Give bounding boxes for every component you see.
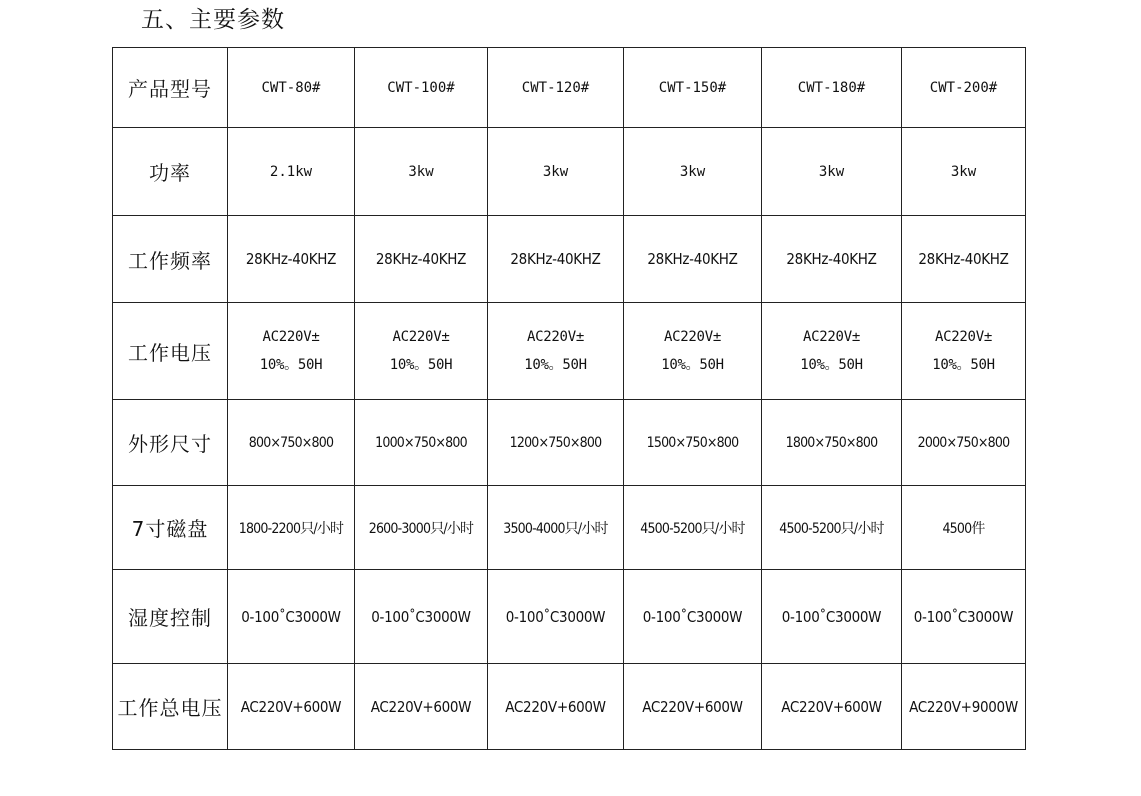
table-cell: 3kw [624,128,762,216]
table-row-disk-capacity [113,486,1026,570]
table-cell: 28KHz-40KHZ [762,216,902,303]
table-cell: 4500-5200只/小时 [624,486,762,570]
voltage-line-1: AC220V± [527,329,584,345]
table-cell: 0-100˚C3000W [902,570,1026,664]
table-row-dimensions [113,400,1026,486]
table-cell: 3500-4000只/小时 [488,486,624,570]
table-cell: 1800-2200只/小时 [228,486,355,570]
parameters-table [112,47,1026,750]
table-row-total-voltage [113,664,1026,750]
table-cell [624,303,762,400]
table-cell: 0-100˚C3000W [228,570,355,664]
table-row-model [113,48,1026,128]
table-cell: 3kw [902,128,1026,216]
table-cell: AC220V+9000W [902,664,1026,750]
table-cell: 0-100˚C3000W [488,570,624,664]
table-cell: 1500×750×800 [624,400,762,486]
table-row-voltage [113,303,1026,400]
row-label: 产品型号 [113,48,228,128]
row-label: 工作频率 [113,216,228,303]
table-cell: 28KHz-40KHZ [488,216,624,303]
table-cell: AC220V+600W [228,664,355,750]
table-cell: 1800×750×800 [762,400,902,486]
table-cell: 1200×750×800 [488,400,624,486]
table-cell: 3kw [355,128,488,216]
voltage-line-2: 10%。50H [259,357,323,373]
table-cell: 28KHz-40KHZ [624,216,762,303]
voltage-line-1: AC220V± [935,329,992,345]
voltage-line-1: AC220V± [803,329,860,345]
table-cell: 800×750×800 [228,400,355,486]
table-cell: 1000×750×800 [355,400,488,486]
table-cell: 4500-5200只/小时 [762,486,902,570]
voltage-line-1: AC220V± [664,329,721,345]
table-cell: AC220V+600W [488,664,624,750]
table-cell: CWT-180# [762,48,902,128]
table-cell: 3kw [762,128,902,216]
table-cell [488,303,624,400]
table-cell: 0-100˚C3000W [355,570,488,664]
table-cell: 2.1kw [228,128,355,216]
table-cell: 2000×750×800 [902,400,1026,486]
table-cell: CWT-80# [228,48,355,128]
table-cell: 2600-3000只/小时 [355,486,488,570]
table-cell: AC220V+600W [624,664,762,750]
row-label: 工作总电压 [113,664,228,750]
table-cell: CWT-150# [624,48,762,128]
row-label: 外形尺寸 [113,400,228,486]
table-cell: CWT-100# [355,48,488,128]
voltage-line-1: AC220V± [262,329,320,345]
row-label: 工作电压 [113,303,228,400]
voltage-line-2: 10%。50H [389,357,453,373]
table-cell: 4500件 [902,486,1026,570]
table-cell: CWT-120# [488,48,624,128]
table-cell [762,303,902,400]
table-cell: 0-100˚C3000W [624,570,762,664]
table-cell [902,303,1026,400]
table-cell: 28KHz-40KHZ [902,216,1026,303]
voltage-line-2: 10%。50H [932,357,995,373]
voltage-line-1: AC220V± [392,329,450,345]
table-cell: CWT-200# [902,48,1026,128]
table-cell: 0-100˚C3000W [762,570,902,664]
table-cell [355,303,488,400]
table-cell: AC220V+600W [355,664,488,750]
table-cell: 28KHz-40KHZ [355,216,488,303]
row-label: 功率 [113,128,228,216]
table-cell: 3kw [488,128,624,216]
table-row-power [113,128,1026,216]
row-label: 湿度控制 [113,570,228,664]
table-row-humidity-control [113,570,1026,664]
row-label: 7寸磁盘 [113,486,228,570]
table-cell: AC220V+600W [762,664,902,750]
table-row-frequency [113,216,1026,303]
voltage-line-2: 10%。50H [661,357,724,373]
voltage-line-2: 10%。50H [800,357,863,373]
section-title: 五、主要参数 [141,7,285,33]
table-cell: 28KHz-40KHZ [228,216,355,303]
table-cell [228,303,355,400]
voltage-line-2: 10%。50H [524,357,587,373]
